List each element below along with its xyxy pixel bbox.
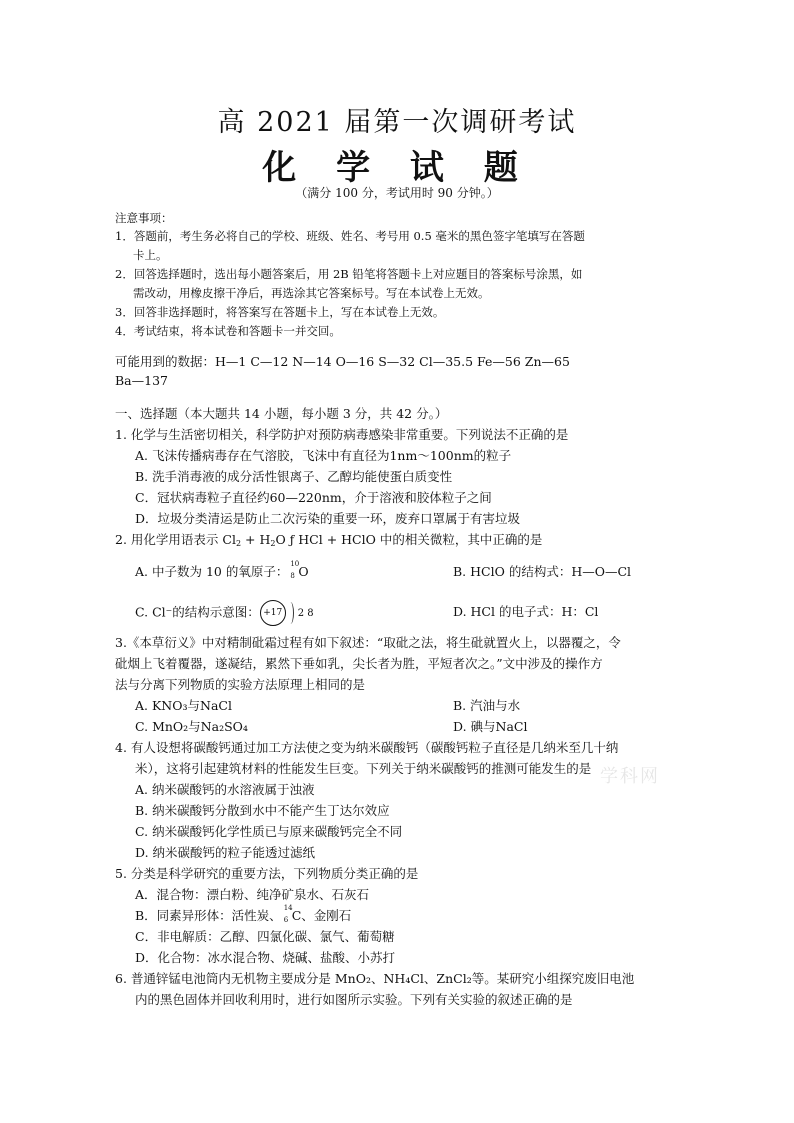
q6-stem-line2: 内的黑色固体并回收利用时，进行如图所示实验。下列有关实验的叙述正确的是 bbox=[135, 992, 573, 1007]
q3-option-a: A. KNO₃与NaCl bbox=[135, 698, 232, 713]
q2-c-text: C. Cl⁻的结构示意图： bbox=[135, 604, 260, 620]
q1-option-d: D．垃圾分类清运是防止二次污染的重要一环，废弃口罩属于有害垃圾 bbox=[135, 511, 521, 526]
q1-option-c: C．冠状病毒粒子直径约60—220nm，介于溶液和胶体粒子之间 bbox=[135, 490, 492, 505]
q1-option-a: A. 飞沫传播病毒存在气溶胶，飞沫中有直径为1nm～100nm的粒子 bbox=[135, 448, 512, 463]
q6-stem-line1: 6. 普通锌锰电池筒内无机物主要成分是 MnO₂、NH₄Cl、ZnCl₂等。某研究小组探究废旧电池 bbox=[115, 971, 635, 986]
mass-number: 14 bbox=[283, 903, 293, 912]
section-heading: 一、选择题（本大题共 14 小题，每小题 3 分，共 42 分。） bbox=[115, 406, 448, 421]
q5-option-b bbox=[135, 903, 352, 924]
q1-stem: 1. 化学与生活密切相关，科学防护对预防病毒感染非常重要。下列说法不正确的是 bbox=[115, 427, 569, 442]
q2-a-text: A. 中子数为 10 的氧原子： bbox=[135, 564, 289, 579]
q5-option-c: C．非电解质：乙醇、四氯化碳、氯气、葡萄糖 bbox=[135, 929, 395, 944]
watermark: 学科网 bbox=[600, 766, 660, 787]
q4-option-d: D. 纳米碳酸钙的粒子能透过滤纸 bbox=[135, 845, 316, 860]
q1-option-b: B. 洗手消毒液的成分活性银离子、乙醇均能使蛋白质变性 bbox=[135, 469, 453, 484]
element-symbol: O bbox=[298, 564, 309, 579]
element-symbol: C、金刚石 bbox=[291, 908, 352, 923]
subject-title: 化 学 试 题 bbox=[262, 148, 532, 188]
notice-heading: 注意事项： bbox=[115, 211, 173, 225]
atomic-masses: 可能用到的数据：H—1 C—12 N—14 O—16 S—32 Cl—35.5 Fe—56 Zn—65 bbox=[115, 354, 570, 369]
q4-option-a: A. 纳米碳酸钙的水溶液属于浊液 bbox=[135, 782, 315, 797]
q2-option-c bbox=[135, 600, 314, 626]
q4-option-c: C. 纳米碳酸钙化学性质已与原来碳酸钙完全不同 bbox=[135, 824, 403, 839]
nucleus-circle: +17 bbox=[260, 600, 286, 626]
q3-option-d: D. 碘与NaCl bbox=[453, 719, 528, 734]
q2-option-a bbox=[135, 559, 309, 580]
q2-stem-mid2: O ƒ HCl + HClO 中的相关微粒，其中正确的是 bbox=[275, 532, 543, 547]
q3-stem-line1: 3.《本草衍义》中对精制砒霜过程有如下叙述：“取砒之法，将生砒就置火上，以器覆之，令 bbox=[115, 635, 621, 650]
q2-option-d: D. HCl 的电子式：H：Cl bbox=[453, 604, 599, 619]
notice-item: 3．回答非选择题时，将答案写在答题卡上，写在本试卷上无效。 bbox=[115, 305, 445, 319]
q3-stem-line2: 砒烟上飞着覆器，遂凝结，累然下垂如乳，尖长者为胜，平短者次之。”文中涉及的操作方 bbox=[115, 656, 603, 671]
mass-number: 10 bbox=[290, 559, 300, 568]
q2-stem-pre: 2. 用化学用语表示 Cl bbox=[115, 532, 236, 547]
q4-option-b: B. 纳米碳酸钙分散到水中不能产生丁达尔效应 bbox=[135, 803, 390, 818]
atomic-number: 6 bbox=[283, 915, 289, 924]
notice-item: 1．答题前，考生务必将自己的学校、班级、姓名、考号用 0.5 毫米的黑色签字笔填写在答题 bbox=[115, 229, 585, 243]
notice-item: 4．考试结束，将本试卷和答题卡一并交回。 bbox=[115, 324, 341, 338]
q2-stem-mid1: + H bbox=[241, 532, 271, 547]
q3-option-c: C. MnO₂与Na₂SO₄ bbox=[135, 719, 248, 734]
atomic-number: 8 bbox=[290, 571, 295, 580]
atomic-masses-cont: Ba—137 bbox=[115, 373, 168, 388]
q5-b-text: B．同素异形体：活性炭、 bbox=[135, 908, 282, 923]
q5-option-a: A．混合物：漂白粉、纯净矿泉水、石灰石 bbox=[135, 887, 370, 902]
isotope-notation bbox=[288, 559, 300, 580]
notice-item: 需改动，用橡皮擦干净后，再选涂其它答案标号。写在本试卷上无效。 bbox=[133, 286, 490, 300]
q2-option-b: B. HClO 的结构式：H—O—Cl bbox=[453, 564, 632, 579]
q3-stem-line3: 法与分离下列物质的实验方法原理上相同的是 bbox=[115, 677, 366, 692]
q3-option-b: B. 汽油与水 bbox=[453, 698, 521, 713]
notice-item: 卡上。 bbox=[133, 248, 168, 262]
q4-stem-line1: 4. 有人设想将碳酸钙通过加工方法使之变为纳米碳酸钙（碳酸钙粒子直径是几纳米至几十纳 bbox=[115, 740, 619, 755]
shell-arc-icon bbox=[287, 602, 294, 624]
exam-title: 高 2021 届第一次调研考试 bbox=[217, 107, 577, 138]
exam-subtitle: （满分 100 分，考试用时 90 分钟。） bbox=[295, 186, 499, 200]
isotope-notation bbox=[282, 903, 293, 924]
notice-item: 2．回答选择题时，选出每小题答案后，用 2B 铅笔将答题卡上对应题目的答案标号涂黑，如 bbox=[115, 267, 583, 281]
q2-stem: 2. 用化学用语表示 $Cl_2 + H_2O$ ƒ HCl + HClO 中的相关微粒，其中正确的是 bbox=[115, 532, 543, 548]
atomic-structure-diagram bbox=[260, 600, 314, 626]
q5-stem: 5. 分类是科学研究的重要方法，下列物质分类正确的是 bbox=[115, 866, 419, 881]
electron-shells: 2 8 bbox=[297, 607, 314, 619]
q5-option-d: D．化合物：冰水混合物、烧碱、盐酸、小苏打 bbox=[135, 950, 396, 965]
q4-stem-line2: 米），这将引起建筑材料的性能发生巨变。下列关于纳米碳酸钙的推测可能发生的是 bbox=[135, 761, 592, 776]
